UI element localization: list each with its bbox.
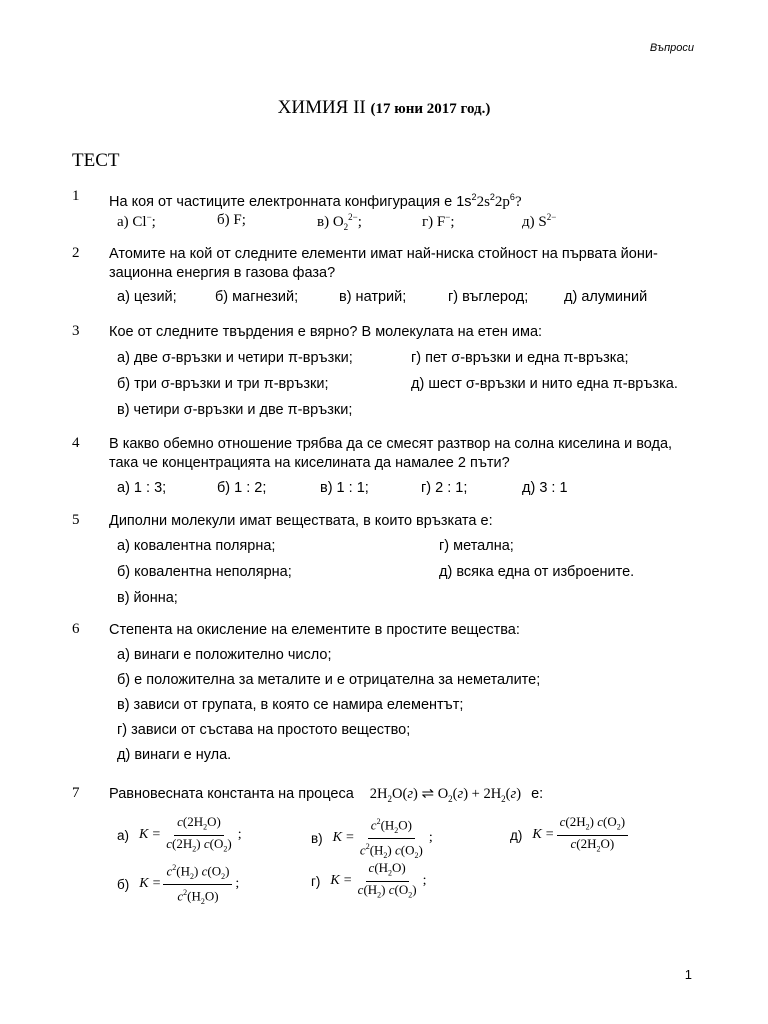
page-title [0, 97, 768, 119]
option-b[interactable]: б) K = $\frac{c^2(H_2) c(O_2)}{c^2(H_2O)}$ ; [117, 860, 239, 909]
section-heading: ТЕСТ [72, 150, 120, 171]
reaction-equation: $2H_2O(г)$ ⇌ $O_2(г) + 2H_2(г)$ [369, 786, 522, 804]
option-a[interactable]: а) K = $\frac{c(2H_2O)}{c(2H_2) c(O_2)}$ ; [117, 814, 242, 854]
question-7 [72, 785, 692, 809]
question-text: Кое от следните твърдения е вярно? В молекулата на етен има: [109, 324, 543, 340]
option-b[interactable]: б) F; [217, 212, 246, 228]
question-text: На коя от частиците електронната конфигурация е $1s^22s^22p^6$? [109, 192, 522, 210]
question-text: Равновесната константа на процеса $2H_2O(г)$ ⇌ $O_2(г) + 2H_2(г)$ e: [109, 786, 544, 804]
option-a[interactable]: а) ковалентна полярна; [117, 538, 276, 554]
question-3 [72, 323, 692, 342]
question-number: 7 [72, 785, 80, 801]
option-a[interactable]: а) 1 : 3; [117, 480, 167, 496]
option-c[interactable]: в) четири σ-връзки и две π-връзки; [117, 402, 353, 418]
question-4 [72, 435, 692, 473]
option-e[interactable]: д) всяка една от изброените. [439, 564, 635, 580]
question-text: В какво обемно отношение трябва да се смесят разтвор на солна киселина и вода, така че концентрацията на киселината да намалее 2 пъти? [109, 436, 673, 471]
option-b[interactable]: б) магнезий; [215, 289, 299, 305]
option-d[interactable]: г) зависи от състава на простото вещество; [117, 722, 411, 738]
option-c[interactable]: в) натрий; [339, 289, 407, 305]
option-e[interactable]: д) шест σ-връзки и нито една π-връзка. [411, 376, 678, 392]
header-section-label: Въпроси [649, 42, 694, 54]
question-number: 4 [72, 435, 80, 451]
option-c[interactable]: в) K = $\frac{c^2(H_2O)}{c^2(H_2) c(O_2)}$ ; [311, 814, 433, 863]
option-c[interactable]: в) зависи от групата, в която се намира елементът; [117, 697, 464, 713]
option-d[interactable]: г) въглерод; [448, 289, 529, 305]
equilibrium-arrows-icon: ⇌ [421, 786, 435, 802]
option-d[interactable]: г) 2 : 1; [421, 480, 468, 496]
option-b[interactable]: б) ковалентна неполярна; [117, 564, 292, 580]
question-number: 5 [72, 512, 80, 528]
question-number: 3 [72, 323, 80, 339]
option-a[interactable]: а) винаги е положително число; [117, 647, 332, 663]
option-e[interactable]: д) $S^{2-}$ [522, 212, 557, 230]
option-d[interactable]: г) метална; [439, 538, 514, 554]
option-e[interactable]: д) алуминий [564, 289, 648, 305]
option-e[interactable]: д) 3 : 1 [522, 480, 568, 496]
option-a[interactable]: а) Cl−; [117, 212, 156, 230]
option-e[interactable]: д) K = $\frac{c(2H_2) c(O_2)}{c(2H_2O)}$ [510, 814, 628, 856]
question-number: 1 [72, 188, 80, 204]
question-2 [72, 245, 692, 283]
option-b[interactable]: б) 1 : 2; [217, 480, 267, 496]
option-e[interactable]: д) винаги е нула. [117, 747, 232, 763]
question-1 [72, 188, 692, 212]
option-d[interactable]: г) пет σ-връзки и една π-връзка; [411, 350, 629, 366]
option-a[interactable]: а) цезий; [117, 289, 177, 305]
question-text: Степента на окисление на елементите в простите вещества: [109, 622, 520, 638]
title-sub: (17 юни 2017 год.) [370, 101, 491, 117]
page-number: 1 [684, 967, 692, 982]
question-5 [72, 512, 692, 531]
option-b[interactable]: б) три σ-връзки и три π-връзки; [117, 376, 329, 392]
option-c[interactable]: в) 1 : 1; [320, 480, 369, 496]
option-d[interactable]: г) F−; [422, 212, 455, 230]
question-number: 2 [72, 245, 80, 261]
question-6 [72, 621, 692, 640]
title-main: ХИМИЯ II [277, 97, 366, 118]
option-d[interactable]: г) K = $\frac{c(H_2O)}{c(H_2) c(O_2)}$ ; [311, 860, 427, 900]
option-c[interactable]: в) $O_2^{2-}$; [317, 212, 362, 232]
option-b[interactable]: б) е положителна за металите и е отрицателна за неметалите; [117, 672, 541, 688]
question-text: Диполни молекули имат веществата, в които връзката е: [109, 513, 493, 529]
option-a[interactable]: а) две σ-връзки и четири π-връзки; [117, 350, 353, 366]
question-text: Атомите на кой от следните елементи имат най-ниска стойност на първата йони-зационна енергия в газова фаза? [109, 246, 658, 281]
question-number: 6 [72, 621, 80, 637]
option-c[interactable]: в) йонна; [117, 590, 178, 606]
